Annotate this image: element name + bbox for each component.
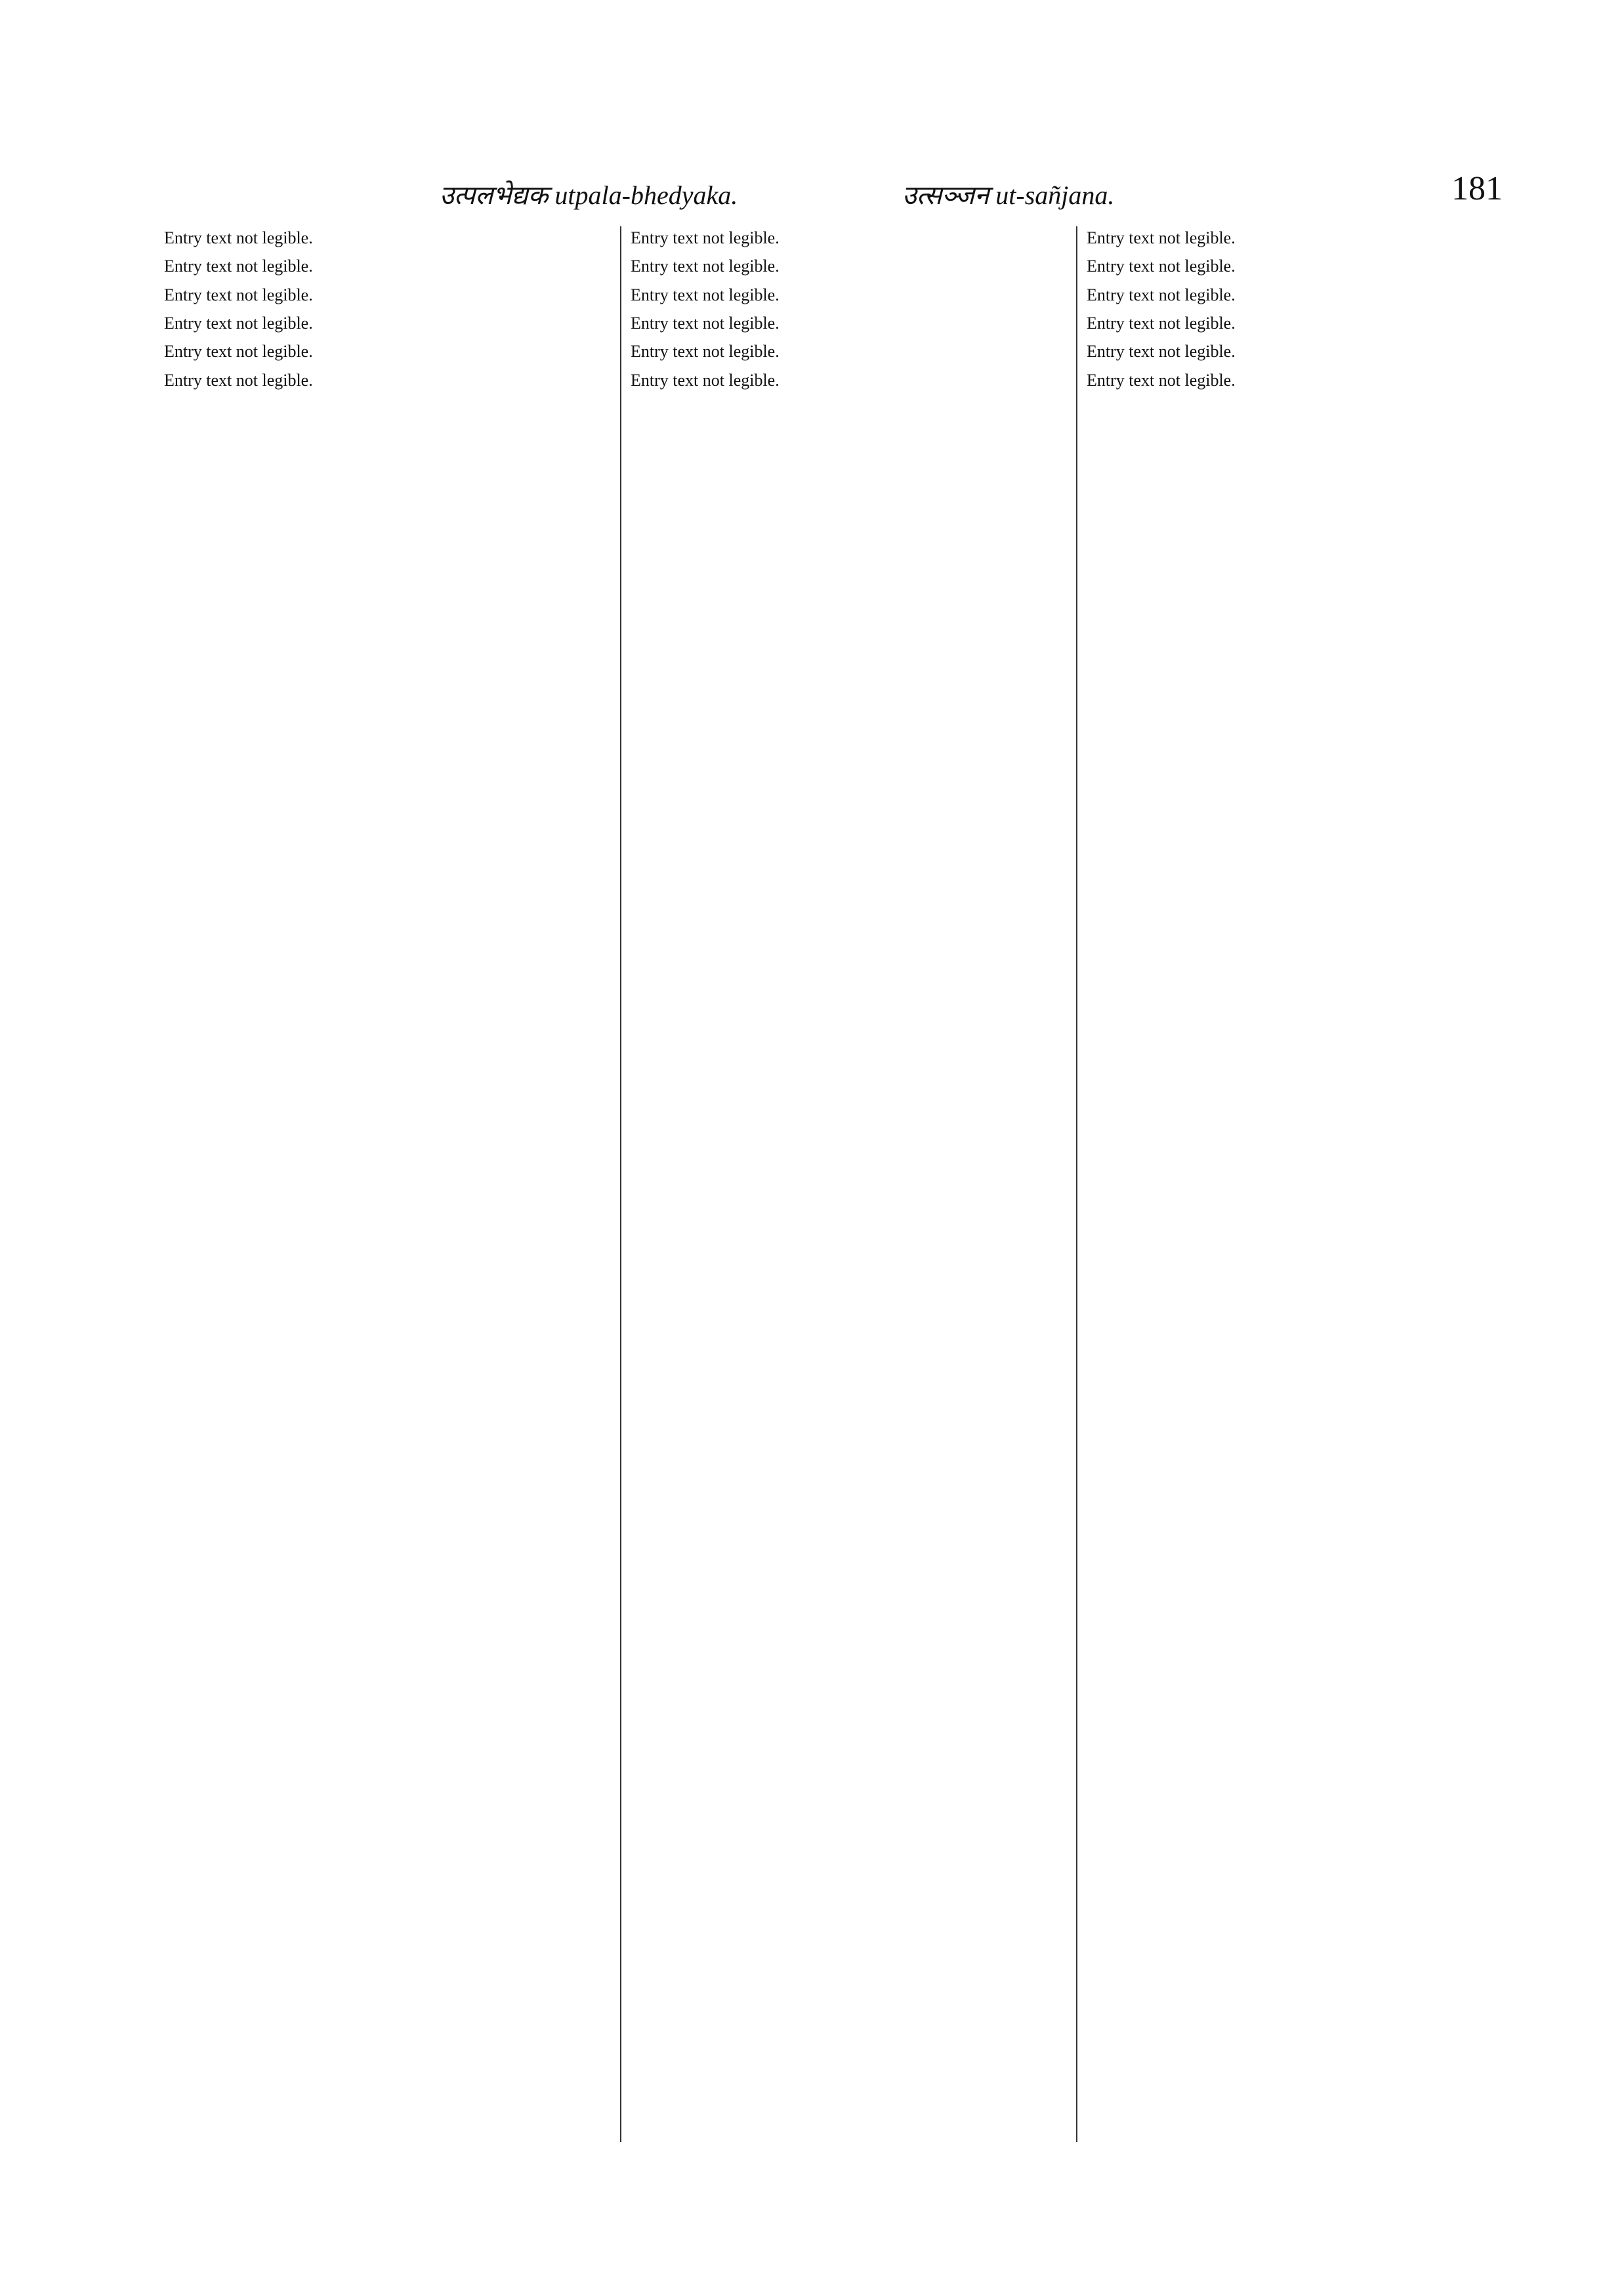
column-2 (620, 226, 1048, 2142)
running-head-left: उत्पलभेद्यक utpala-bhedyaka. (440, 180, 738, 210)
page-number: 181 (1451, 170, 1503, 207)
dictionary-entry: Entry text not legible. (1087, 370, 1236, 390)
dictionary-entry: Entry text not legible. (1087, 342, 1236, 362)
dictionary-entry: Entry text not legible. (1087, 285, 1236, 304)
dictionary-entry: Entry text not legible. (631, 314, 780, 333)
dictionary-entry: Entry text not legible. (1087, 314, 1236, 333)
dictionary-entry: Entry text not legible. (631, 285, 780, 304)
column-1 (164, 226, 591, 2142)
dictionary-entry: Entry text not legible. (631, 257, 780, 276)
dictionary-entry: Entry text not legible. (164, 228, 313, 247)
column-3 (1076, 226, 1504, 2142)
page-header (164, 163, 1503, 222)
dictionary-entry: Entry text not legible. (1087, 257, 1236, 276)
dictionary-entry: Entry text not legible. (164, 285, 313, 304)
dictionary-entry: Entry text not legible. (631, 342, 780, 362)
dictionary-entry: Entry text not legible. (164, 257, 313, 276)
dictionary-entry: Entry text not legible. (164, 342, 313, 362)
dictionary-entry: Entry text not legible. (1087, 228, 1236, 247)
dictionary-entry: Entry text not legible. (631, 370, 780, 390)
dictionary-entry: Entry text not legible. (631, 228, 780, 247)
dictionary-entry: Entry text not legible. (164, 314, 313, 333)
dictionary-entry: Entry text not legible. (164, 370, 313, 390)
running-head-middle: उत्सञ्जन ut-sañjana. (902, 180, 1115, 210)
